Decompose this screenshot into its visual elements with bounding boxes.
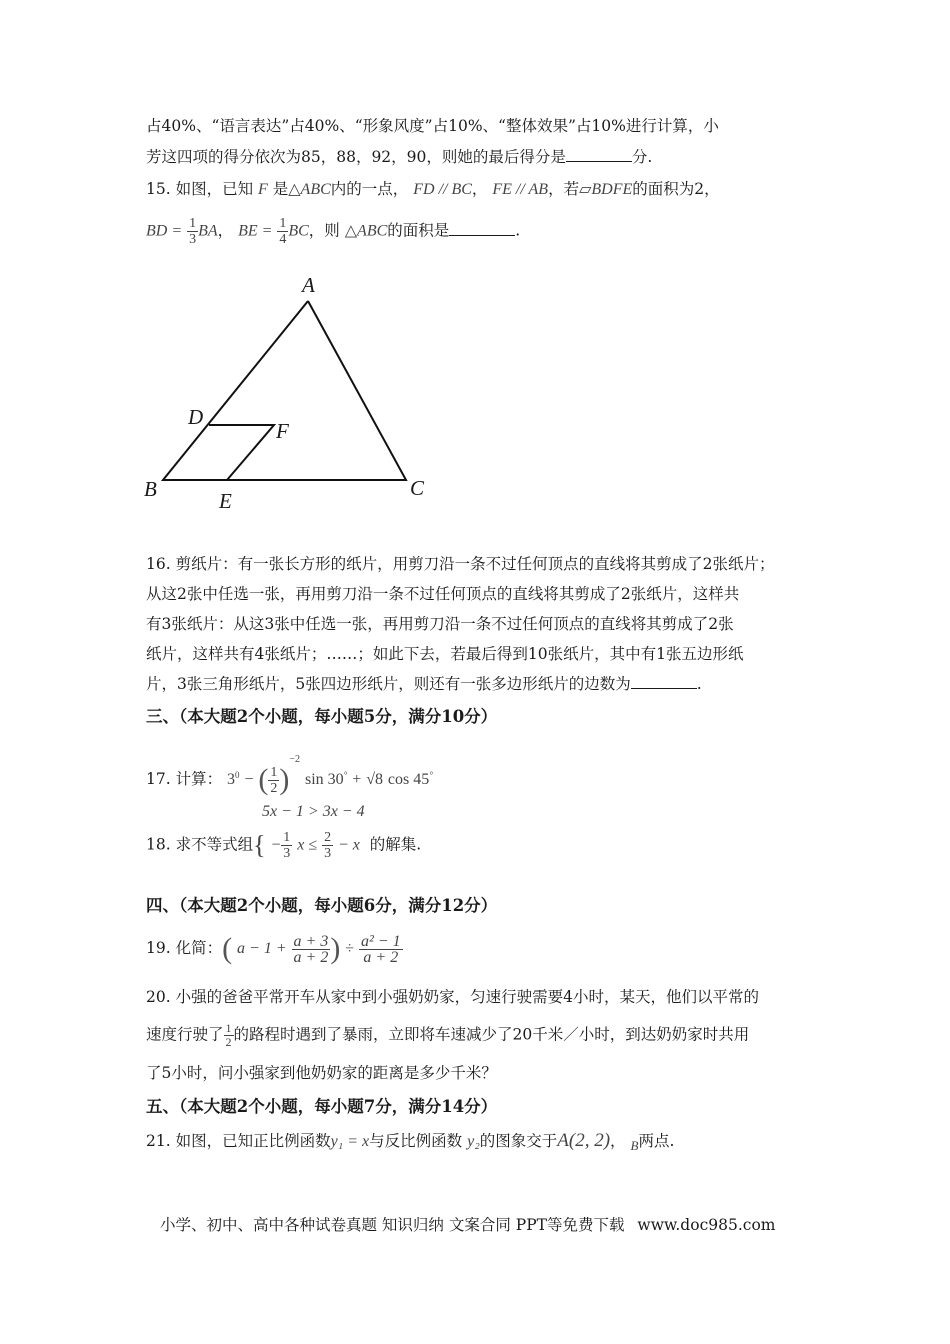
q20-line2: 速度行驶了 $\frac{1}{2}$ 的路程时遇到了暴雨，立即将车速减少了20千米／小时，到达奶奶家时共用 (146, 1021, 750, 1049)
footer-url[interactable]: www.doc985.com (637, 1216, 776, 1234)
fraction-two-thirds: $\frac{2}{3}$ (324, 830, 332, 861)
q17: 17. 计算： $3^0$ − ( $\frac{1}{2}$ )$^{-2}$ sin 30° + √8 cos 45° (146, 754, 433, 796)
footer-text: 小学、初中、高中各种试卷真题 知识归纳 文案合同 PPT等免费下载 (160, 1216, 625, 1234)
q14-line1: 占40%、“语言表达”占40%、“形象风度”占10%、“整体效果”占10%进行计算，小 (146, 117, 719, 135)
triangle-figure (130, 268, 440, 518)
q20-line3: 了5小时，问小强家到他奶奶家的距离是多少千米？ (146, 1064, 497, 1082)
section-3-heading: 三、（本大题2个小题，每小题5分，满分10分） (146, 707, 498, 726)
page-footer (160, 1213, 783, 1235)
q16-line1: 16. 剪纸片：有一张长方形的纸片，用剪刀沿一条不过任何顶点的直线将其剪成了2张纸片； (146, 555, 775, 573)
q15-line2: BD = $\frac{1}{3}$ BA， BE = $\frac{1}{4}$ BC，则 △ABC的面积是 . (146, 216, 521, 247)
fraction-one-third: $\frac{1}{3}$ (283, 830, 291, 861)
fraction-one-half: $\frac{1}{2}$ (225, 1021, 232, 1049)
fraction-a2minus1-a2: $\frac{\text{a² − 1}}{a + 2}$ (361, 932, 401, 966)
label-b: B (144, 477, 157, 501)
label-a: A (302, 273, 315, 297)
section-5-heading: 五、（本大题2个小题，每小题7分，满分14分） (146, 1097, 498, 1116)
q15-line1: 15. 如图，已知 F 是△ABC内的一点， FD // BC， FE // AB，若▱BDFE的面积为2， (146, 180, 720, 198)
label-e: E (219, 489, 232, 513)
triangle-abc (163, 301, 406, 480)
label-d: D (188, 405, 204, 429)
label-c: C (410, 476, 425, 500)
answer-blank (566, 147, 632, 162)
answer-blank (449, 221, 515, 236)
q19: 19. 化简：( a − 1 + $\frac{a + 3}{a + 2}$ ) ÷ $\frac{\text{a² − 1}}{a + 2}$ (146, 932, 401, 966)
q18: 18. 求不等式组{ − $\frac{1}{3}$ x ≤ $\frac{2}{3}$ − x 的解集. (146, 830, 422, 861)
q16-line5: 片，3张三角形纸片，5张四边形纸片，则还有一张多边形纸片的边数为 . (146, 675, 702, 693)
q18-inequality-1: 5x − 1 > 3x − 4 (262, 803, 365, 820)
q16-line4: 纸片，这样共有4张纸片；……；如此下去，若最后得到10张纸片，其中有1张五边形纸 (146, 645, 744, 663)
q16-line3: 有3张纸片：从这3张中任选一张，再用剪刀沿一条不过任何顶点的直线将其剪成了2张 (146, 615, 734, 633)
q21: 21. 如图，已知正比例函数y₁ = x与反比例函数 y₂的图象交于A(2, 2)， $_B$两点. (146, 1130, 675, 1153)
fraction-one-half: $\frac{1}{2}$ (270, 764, 278, 796)
parallelogram-bdfe (209, 425, 274, 480)
answer-blank (631, 674, 697, 689)
fraction-one-quarter: $\frac{1}{4}$ (279, 216, 287, 247)
label-f: F (276, 419, 289, 443)
fraction-one-third: $\frac{1}{3}$ (189, 216, 197, 247)
q20-line1: 20. 小强的爸爸平常开车从家中到小强奶奶家，匀速行驶需要4小时，某天，他们以平常的 (146, 988, 759, 1006)
q14-line2: 芳这四项的得分依次为85，88，92，90，则她的最后得分是 分. (146, 148, 653, 166)
q16-line2: 从这2张中任选一张，再用剪刀沿一条不过任何顶点的直线将其剪成了2张纸片，这样共 (146, 585, 740, 603)
section-4-heading: 四、（本大题2个小题，每小题6分，满分12分） (146, 896, 498, 915)
fraction-a3-a2: $\frac{a + 3}{a + 2}$ (293, 932, 329, 966)
